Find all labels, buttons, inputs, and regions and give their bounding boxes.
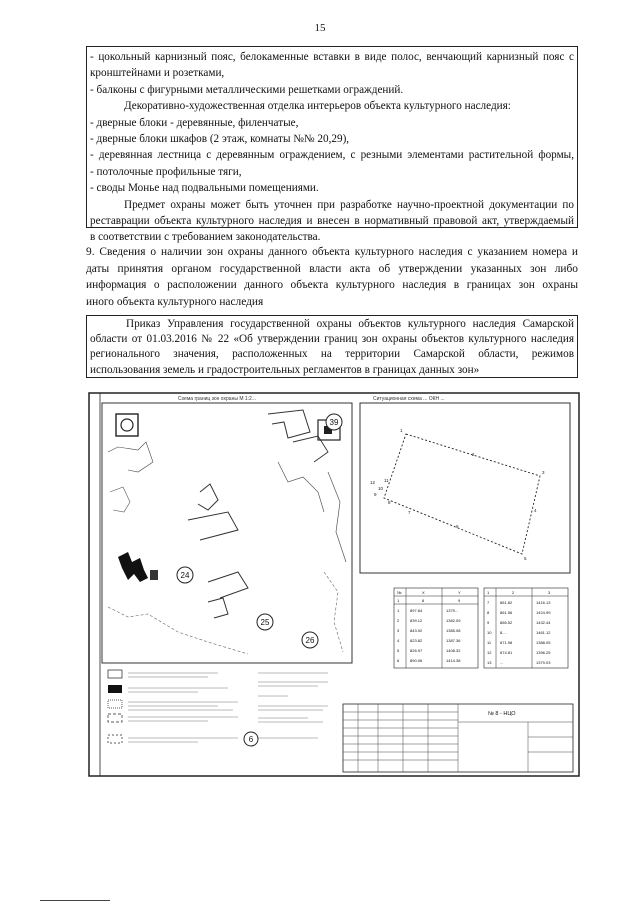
square-building-dome bbox=[121, 419, 133, 431]
left-map-title: Схема границ зон охраны М 1:2... bbox=[178, 396, 257, 402]
table-cell: 1414.38 bbox=[446, 658, 461, 663]
table-cell: 861.56 bbox=[500, 610, 513, 615]
text-line: - потолочные профильные тяги, bbox=[90, 165, 242, 178]
legend-swatch-empty bbox=[108, 670, 122, 678]
coordinate-table-right bbox=[484, 588, 568, 668]
text-line: регионального значения, расположенных на территории Самарской области, режимов bbox=[90, 348, 574, 361]
table-cell: 9 bbox=[487, 620, 490, 625]
table-cell: 874.81 bbox=[500, 650, 513, 655]
table-cell: 1385.08 bbox=[446, 628, 461, 633]
text-line: области от 01.03.2016 № 22 «Об утверждении границ зон охраны объектов культурного наследия bbox=[90, 333, 574, 346]
text-line: Декоративно-художественная отделка интерьеров объекта культурного наследия: bbox=[124, 100, 511, 113]
text-line: иного объекта культурного наследия bbox=[86, 295, 264, 308]
protected-object-annex bbox=[150, 570, 158, 580]
table-cell: 890.06 bbox=[410, 658, 423, 663]
table-cell: 826.97 bbox=[410, 648, 423, 653]
point-label: 3 bbox=[542, 470, 545, 475]
map-svg bbox=[88, 392, 580, 777]
text-line: 9. Сведения о наличии зон охраны данного объекта культурного наследия с указанием номера и bbox=[86, 246, 578, 258]
table-cell: 1396.25 bbox=[536, 650, 551, 655]
point-label: 2 bbox=[472, 452, 475, 457]
table-cell: 1424.99 bbox=[536, 610, 551, 615]
marker-24-label: 24 bbox=[180, 571, 190, 580]
table-cell: 8 bbox=[422, 598, 425, 603]
point-label: 9 bbox=[374, 492, 377, 497]
title-block bbox=[343, 704, 573, 772]
legend-swatch-dotted bbox=[108, 735, 122, 743]
text-line: использования земель и градостроительных регламентов в границах данных зон» bbox=[90, 363, 480, 376]
table-cell: 1388.05 bbox=[536, 640, 551, 645]
street-line bbox=[278, 462, 324, 512]
table-header-cell: X bbox=[422, 590, 425, 595]
text-line: даты принятия органом государственной власти акта об утверждении указанных зон либо bbox=[86, 262, 578, 275]
table-cell: 871.98 bbox=[500, 640, 513, 645]
building-outline bbox=[208, 598, 228, 618]
table-cell: 8 bbox=[487, 610, 490, 615]
table-header-cell: 3 bbox=[548, 590, 551, 595]
title-block-code: № 8 - НЦО bbox=[488, 711, 516, 717]
building-outline bbox=[208, 572, 248, 598]
point-label: 11 bbox=[384, 478, 389, 483]
footnote-rule bbox=[40, 900, 110, 901]
table-cell: 1461.12 bbox=[536, 630, 551, 635]
marker-25-label: 25 bbox=[260, 618, 270, 627]
table-cell: 3 bbox=[397, 628, 400, 633]
building-outline bbox=[188, 512, 238, 540]
square-building bbox=[116, 414, 138, 436]
drawing-frame bbox=[89, 393, 579, 776]
table-header-cell: 1 bbox=[487, 590, 490, 595]
territory-boundary bbox=[384, 434, 540, 554]
table-cell: 866.52 bbox=[500, 620, 513, 625]
building-outline bbox=[268, 410, 310, 438]
marker-39-label: 39 bbox=[329, 418, 339, 427]
text-line: Предмет охраны может быть уточнен при разработке научно-проектной документации по bbox=[124, 198, 574, 211]
table-cell: 839.12 bbox=[410, 618, 423, 623]
point-label: 1 bbox=[400, 428, 403, 433]
page-number: 15 bbox=[314, 22, 326, 34]
legend bbox=[108, 670, 328, 746]
point-label: 12 bbox=[370, 480, 376, 485]
block-outline bbox=[108, 442, 153, 472]
legend-swatch-hatched bbox=[108, 700, 122, 708]
text-line: кронштейнами и розетками, bbox=[90, 67, 225, 80]
table-cell: 1408.32 bbox=[446, 648, 461, 653]
marker-26-label: 26 bbox=[305, 636, 315, 645]
table-cell: 7 bbox=[487, 600, 490, 605]
order-reference-box bbox=[86, 315, 578, 378]
table-cell: 12 bbox=[487, 650, 492, 655]
table-cell: 897.84 bbox=[410, 608, 423, 613]
legend-swatch-dashed bbox=[108, 714, 122, 722]
section-9-heading bbox=[86, 244, 578, 310]
legend-marker-6-label: 6 bbox=[248, 735, 254, 744]
table-cell: 1382.09 bbox=[446, 618, 461, 623]
table-cell: ... bbox=[500, 660, 504, 665]
text-line: - дверные блоки - деревянные, филенчатые, bbox=[90, 116, 299, 129]
table-header-cell: № bbox=[397, 590, 402, 595]
table-cell: 6 bbox=[397, 658, 400, 663]
point-label: 5 bbox=[524, 556, 527, 561]
table-cell: 2 bbox=[397, 618, 400, 623]
coordinate-table-left bbox=[394, 588, 478, 668]
zone-map-drawing bbox=[88, 392, 580, 777]
text-line: в соответствии с требованием законодательства. bbox=[90, 231, 321, 244]
point-label: 8 bbox=[388, 500, 391, 505]
street-line bbox=[328, 472, 346, 562]
text-line: - своды Монье над подвальными помещениями. bbox=[90, 182, 319, 195]
right-map-title: Ситуационная схема ... ОКН ... bbox=[373, 396, 445, 402]
text-line: реставрации объекта культурного наследия и внесен в нормативный правовой акт, утверждаемый bbox=[90, 215, 574, 228]
building-outline bbox=[198, 484, 218, 510]
boundary-point-labels bbox=[370, 428, 545, 561]
table-cell: 1416.13 bbox=[536, 600, 551, 605]
text-line: информация о расположении данного объекта культурного наследия в границах зон охраны bbox=[86, 279, 578, 292]
text-line: - балконы с фигурными металлическими решетками ограждений. bbox=[90, 83, 404, 96]
table-header-cell: Y bbox=[458, 590, 461, 595]
table-cell: 843.92 bbox=[410, 628, 423, 633]
table-cell: 1379.03 bbox=[536, 660, 551, 665]
table-cell: 1 bbox=[397, 608, 400, 613]
point-label: 7 bbox=[408, 510, 411, 515]
table-cell: 851.82 bbox=[500, 600, 513, 605]
table-header-cell: 2 bbox=[512, 590, 515, 595]
zone-boundary-dashed bbox=[324, 572, 343, 652]
text-line: Приказ Управления государственной охраны объектов культурного наследия Самарской bbox=[126, 318, 574, 330]
table-cell: 5 bbox=[397, 648, 400, 653]
table-cell: 1 bbox=[397, 598, 400, 603]
block-outline bbox=[110, 487, 130, 512]
point-label: 6 bbox=[456, 524, 459, 529]
legend-swatch-black bbox=[108, 685, 122, 693]
table-cell: 8.... bbox=[500, 630, 507, 635]
table-cell: 1432.44 bbox=[536, 620, 551, 625]
text-line: - дверные блоки шкафов (2 этаж, комнаты №№ 20,29), bbox=[90, 133, 350, 146]
point-label: 4 bbox=[534, 508, 537, 513]
table-cell: 823.82 bbox=[410, 638, 423, 643]
table-cell: 11 bbox=[487, 640, 492, 645]
protected-object-fill bbox=[118, 552, 148, 582]
table-cell: 4 bbox=[397, 638, 400, 643]
protection-subject-box bbox=[86, 46, 578, 244]
table-cell: 10 bbox=[487, 630, 492, 635]
table-cell: 1379... bbox=[446, 608, 459, 613]
point-label: 10 bbox=[378, 486, 384, 491]
table-cell: 1387.36 bbox=[446, 638, 461, 643]
right-map-panel bbox=[360, 403, 570, 573]
text-line: - деревянная лестница с деревянным ограждением, с резными элементами растительной формы, bbox=[90, 149, 574, 162]
table-cell: 13 bbox=[487, 660, 492, 665]
text-line: - цокольный карнизный пояс, белокаменные вставки в виде полос, венчающий карнизный пояс с bbox=[90, 51, 574, 63]
table-cell: 9 bbox=[458, 598, 461, 603]
